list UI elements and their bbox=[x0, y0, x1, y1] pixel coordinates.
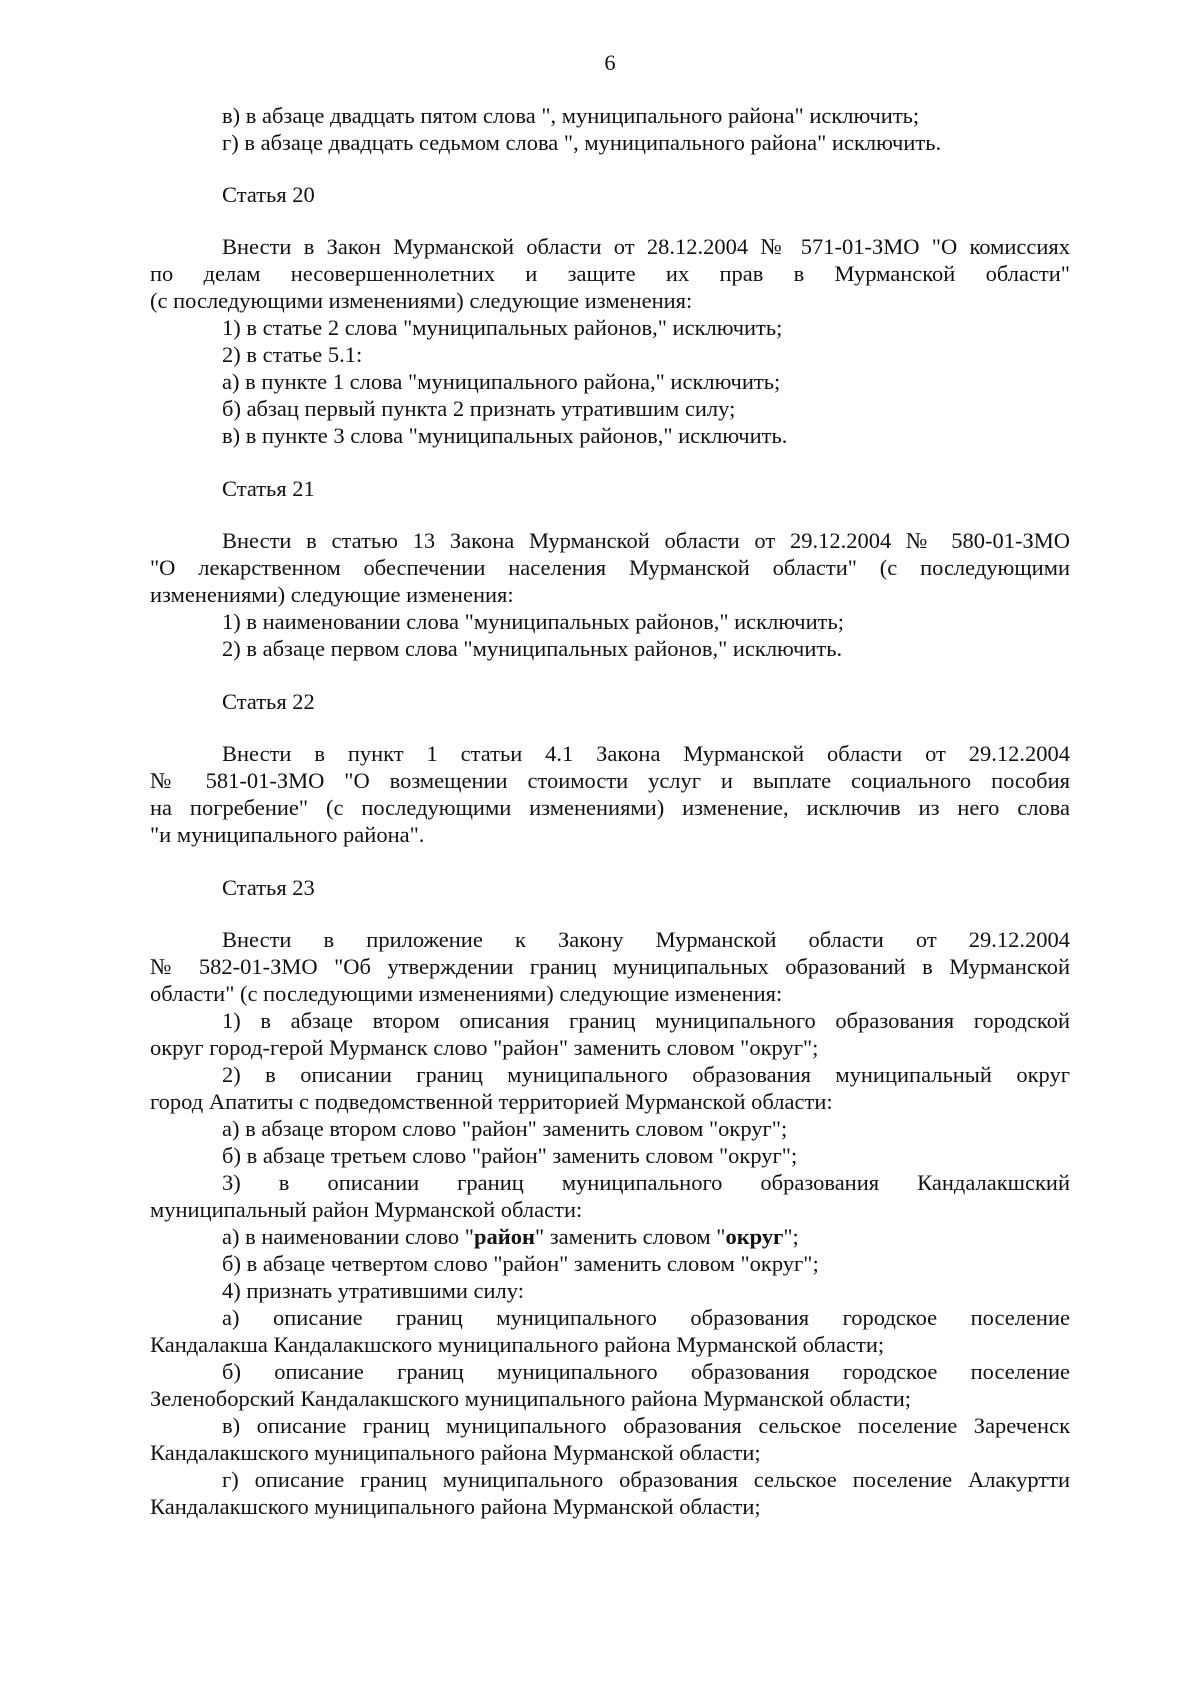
list-item: б) описание границ муниципального образования городское поселение bbox=[222, 1359, 1070, 1384]
paragraph-line: на погребение" (с последующими изменениями) изменение, исключив из него слова bbox=[150, 795, 1070, 820]
list-item: 2) в описании границ муниципального образования муниципальный округ bbox=[222, 1062, 1070, 1087]
list-item-continuation: город Апатиты с подведомственной территорией Мурманской области: bbox=[150, 1089, 833, 1114]
list-item: 1) в абзаце втором описания границ муниципального образования городской bbox=[222, 1008, 1070, 1033]
paragraph-line: № 581-01-ЗМО "О возмещении стоимости услуг и выплате социального пособия bbox=[150, 768, 1070, 793]
list-item-continuation: Кандалакша Кандалакшского муниципального района Мурманской области; bbox=[150, 1332, 885, 1357]
paragraph-line: Внести в приложение к Закону Мурманской области от 29.12.2004 bbox=[222, 927, 1070, 952]
list-item-continuation: Зеленоборский Кандалакшского муниципального района Мурманской области; bbox=[150, 1386, 912, 1411]
paragraph-line: изменениями) следующие изменения: bbox=[150, 582, 514, 607]
list-item-continuation: муниципальный район Мурманской области: bbox=[150, 1197, 583, 1222]
list-item: а) в абзаце втором слово "район" заменить словом "округ"; bbox=[222, 1116, 788, 1141]
list-item: 2) в статье 5.1: bbox=[222, 342, 363, 367]
list-item: 1) в статье 2 слова "муниципальных районов," исключить; bbox=[222, 315, 783, 340]
paragraph-line: "О лекарственном обеспечении населения Мурманской области" (с последующими bbox=[150, 555, 1070, 580]
bold-word: округ bbox=[725, 1224, 784, 1249]
article-heading: Статья 20 bbox=[222, 182, 315, 207]
bold-word: район bbox=[474, 1224, 535, 1249]
article-heading: Статья 22 bbox=[222, 689, 315, 714]
list-item: 3) в описании границ муниципального образования Кандалакшский bbox=[222, 1170, 1070, 1195]
list-item-continuation: Кандалакшского муниципального района Мурманской области; bbox=[150, 1494, 761, 1519]
paragraph-line: "и муниципального района". bbox=[150, 822, 425, 847]
list-item: а) в пункте 1 слова "муниципального района," исключить; bbox=[222, 369, 781, 394]
list-item: а) описание границ муниципального образования городское поселение bbox=[222, 1305, 1070, 1330]
list-item bbox=[222, 1223, 799, 1250]
list-item-continuation: округ город-герой Мурманск слово "район" заменить словом "округ"; bbox=[150, 1035, 819, 1060]
paragraph-line: области" (с последующими изменениями) следующие изменения: bbox=[150, 981, 783, 1006]
paragraph-line: (с последующими изменениями) следующие изменения: bbox=[150, 288, 693, 313]
page-number: 6 bbox=[604, 50, 616, 75]
list-item-continuation: Кандалакшского муниципального района Мурманской области; bbox=[150, 1440, 761, 1465]
paragraph-line: Внести в Закон Мурманской области от 28.12.2004 № 571-01-ЗМО "О комиссиях bbox=[222, 234, 1070, 259]
list-item: 4) признать утратившими силу: bbox=[222, 1278, 524, 1303]
list-item: в) в пункте 3 слова "муниципальных районов," исключить. bbox=[222, 423, 788, 448]
list-item: г) описание границ муниципального образования сельское поселение Алакуртти bbox=[222, 1467, 1070, 1492]
article-heading: Статья 21 bbox=[222, 476, 315, 501]
list-item: б) в абзаце четвертом слово "район" заменить словом "округ"; bbox=[222, 1251, 819, 1276]
text-run: "; bbox=[783, 1224, 799, 1249]
list-item: 2) в абзаце первом слова "муниципальных районов," исключить. bbox=[222, 636, 843, 661]
article-heading: Статья 23 bbox=[222, 875, 315, 900]
list-item: б) абзац первый пункта 2 признать утратившим силу; bbox=[222, 396, 736, 421]
list-item: в) описание границ муниципального образования сельское поселение Зареченск bbox=[222, 1413, 1070, 1438]
paragraph-line: № 582-01-ЗМО "Об утверждении границ муниципальных образований в Мурманской bbox=[150, 954, 1070, 979]
paragraph-line: по делам несовершеннолетних и защите их прав в Мурманской области" bbox=[150, 261, 1070, 286]
text-run: " заменить словом " bbox=[534, 1224, 726, 1249]
paragraph-line: Внести в пункт 1 статьи 4.1 Закона Мурманской области от 29.12.2004 bbox=[222, 741, 1070, 766]
list-item: б) в абзаце третьем слово "район" заменить словом "округ"; bbox=[222, 1143, 798, 1168]
list-item: 1) в наименовании слова "муниципальных районов," исключить; bbox=[222, 609, 844, 634]
paragraph-line: г) в абзаце двадцать седьмом слова ", муниципального района" исключить. bbox=[222, 130, 942, 155]
paragraph-line: в) в абзаце двадцать пятом слова ", муниципального района" исключить; bbox=[222, 103, 920, 128]
paragraph-line: Внести в статью 13 Закона Мурманской области от 29.12.2004 № 580-01-ЗМО bbox=[222, 528, 1070, 553]
text-run: а) в наименовании слово " bbox=[222, 1224, 474, 1249]
